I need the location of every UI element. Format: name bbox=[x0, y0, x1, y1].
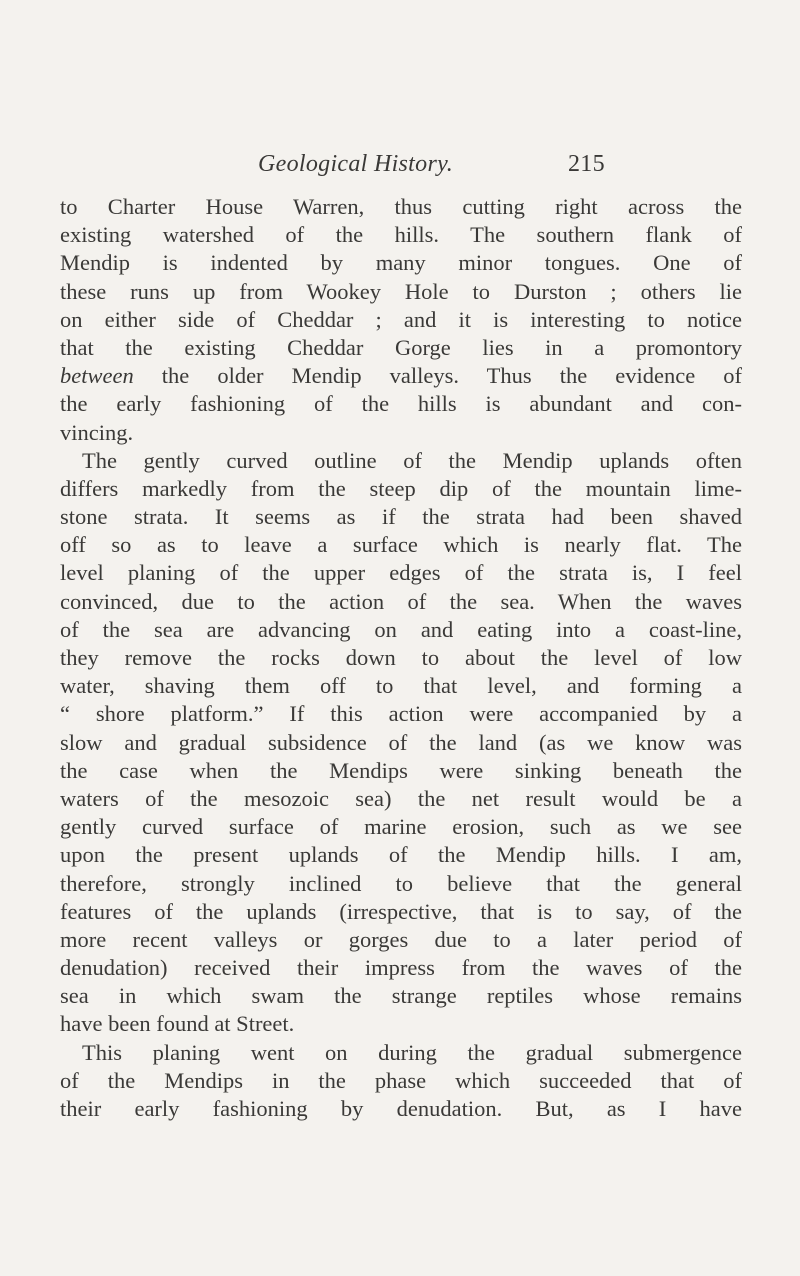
text-line: existing watershed of the hills. The southern flank of bbox=[60, 222, 742, 248]
text-line: waters of the mesozoic sea) the net result would be a bbox=[60, 785, 742, 811]
text-line: their early fashioning by denudation. But, as I have bbox=[60, 1096, 742, 1121]
paragraph-end-line: vincing. bbox=[60, 419, 134, 445]
text-line: features of the uplands (irrespective, that is to say, of the bbox=[60, 898, 742, 924]
text-line: more recent valleys or gorges due to a later period of bbox=[60, 926, 742, 952]
text-line: “ shore platform.” If this action were accompanied by a bbox=[60, 701, 742, 727]
text-line: sea in which swam the strange reptiles whose remains bbox=[60, 983, 742, 1009]
text-line: that the existing Cheddar Gorge lies in a promontory bbox=[60, 334, 742, 360]
text-line: of the sea are advancing on and eating into a coast-line, bbox=[60, 616, 742, 642]
paragraph-start-line: The gently curved outline of the Mendip uplands often bbox=[82, 447, 742, 473]
running-head bbox=[258, 150, 658, 178]
running-title: Geological History. bbox=[258, 151, 454, 177]
text-line: on either side of Cheddar ; and it is interesting to notice bbox=[60, 306, 742, 332]
paragraph-start-line: This planing went on during the gradual submergence bbox=[82, 1039, 742, 1065]
text-line: gently curved surface of marine erosion, such as we see bbox=[60, 814, 742, 840]
page-number: 215 bbox=[568, 151, 605, 177]
text-line: denudation) received their impress from the waves of the bbox=[60, 955, 742, 981]
text-line-remainder: the older Mendip valleys. Thus the evidence of bbox=[161, 363, 743, 389]
body-text bbox=[60, 193, 742, 1123]
text-line: stone strata. It seems as if the strata had been shaved bbox=[60, 504, 742, 530]
text-line: convinced, due to the action of the sea. When the waves bbox=[60, 588, 742, 614]
text-line: of the Mendips in the phase which succeeded that of bbox=[60, 1067, 742, 1093]
text-line: differs markedly from the steep dip of the mountain lime- bbox=[60, 475, 742, 501]
text-line: level planing of the upper edges of the strata is, I feel bbox=[60, 560, 742, 586]
text-line: the case when the Mendips were sinking beneath the bbox=[60, 757, 742, 783]
text-line: slow and gradual subsidence of the land (as we know was bbox=[60, 729, 742, 755]
text-line: the early fashioning of the hills is abundant and con- bbox=[60, 391, 742, 417]
text-line: Mendip is indented by many minor tongues. One of bbox=[60, 250, 742, 276]
text-line: water, shaving them off to that level, and forming a bbox=[60, 673, 742, 699]
text-line: they remove the rocks down to about the level of low bbox=[60, 645, 742, 670]
paragraph-end-line: have been found at Street. bbox=[60, 1011, 295, 1037]
text-line: these runs up from Wookey Hole to Durston ; others lie bbox=[60, 278, 742, 304]
emphasized-word: between bbox=[60, 363, 134, 389]
text-line: to Charter House Warren, thus cutting right across the bbox=[60, 194, 742, 219]
text-line: upon the present uplands of the Mendip hills. I am, bbox=[60, 842, 742, 868]
text-line: off so as to leave a surface which is nearly flat. The bbox=[60, 532, 742, 558]
text-line: therefore, strongly inclined to believe that the general bbox=[60, 870, 742, 896]
text-line-with-emphasis bbox=[60, 362, 742, 390]
